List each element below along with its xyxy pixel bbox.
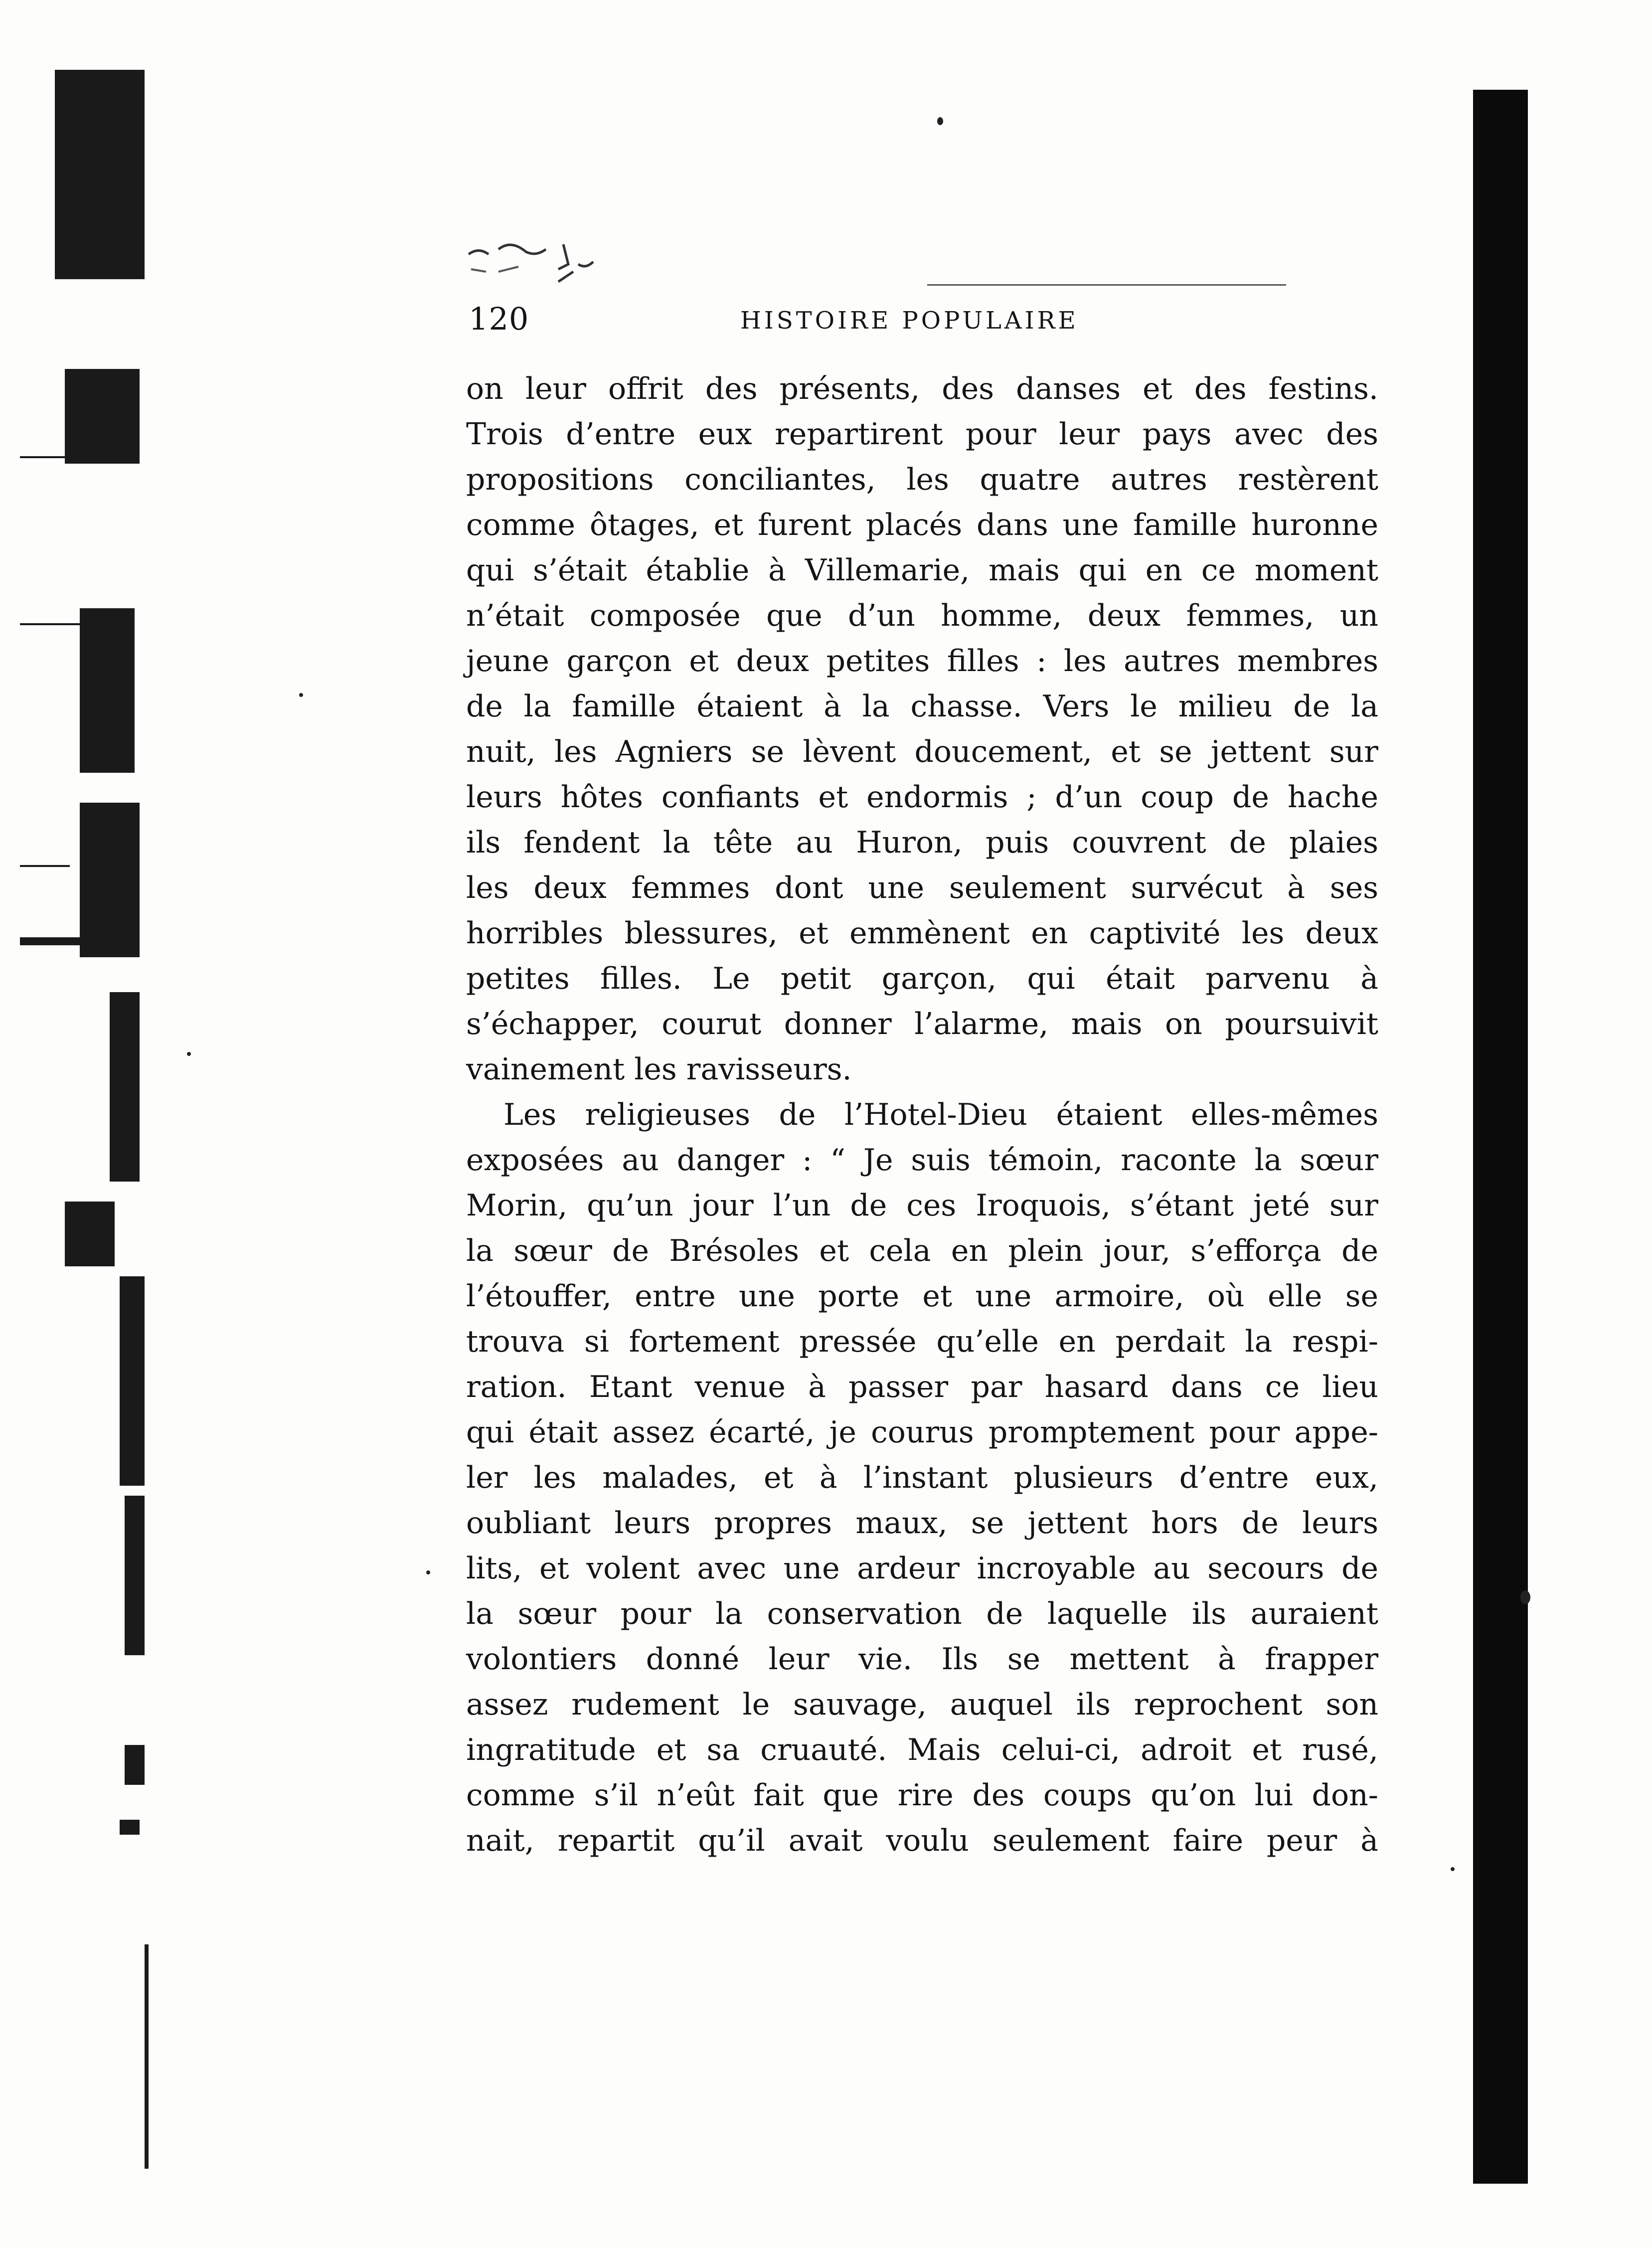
text-line: ingratitude et sa cruauté. Mais celui-ci, adroit et rusé, [466,1732,1378,1767]
text-line: propositions conciliantes, les quatre autres restèrent [466,462,1378,497]
text-line: Les religieuses de l’Hotel-Dieu étaient elles-mêmes [503,1097,1378,1132]
running-title: HISTOIRE POPULAIRE [740,307,1079,335]
scan-speck [299,693,303,697]
text-line: ils fendent la tête au Huron, puis couvrent de plaies [466,825,1378,860]
header-rule [927,284,1286,286]
scan-speck [187,1052,191,1056]
text-line: la sœur de Brésoles et cela en plein jour, s’efforça de [466,1233,1378,1268]
scan-speck [1520,1590,1530,1604]
text-line: la sœur pour la conservation de laquelle ils auraient [466,1596,1378,1631]
text-line: les deux femmes dont une seulement survécut à ses [466,870,1378,905]
text-line: petites filles. Le petit garçon, qui était parvenu à [466,961,1378,996]
page-number: 120 [469,301,529,337]
text-line: qui s’était établie à Villemarie, mais qui en ce moment [466,553,1378,588]
scan-speck [1451,1867,1455,1871]
scan-speck [937,117,943,125]
text-line: nait, repartit qu’il avait voulu seulement faire peur à [466,1823,1378,1858]
text-line: l’étouffer, entre une porte et une armoire, où elle se [466,1279,1378,1314]
text-line: on leur offrit des présents, des danses et des festins. [466,371,1378,406]
text-line: comme ôtages, et furent placés dans une famille huronne [466,508,1378,542]
text-line: de la famille étaient à la chasse. Vers le milieu de la [466,689,1378,724]
text-line: ration. Etant venue à passer par hasard dans ce lieu [466,1370,1378,1404]
text-line: jeune garçon et deux petites filles : les autres membres [466,644,1378,679]
text-line: trouva si fortement pressée qu’elle en perdait la respi- [466,1324,1378,1359]
text-line: leurs hôtes confiants et endormis ; d’un coup de hache [466,780,1378,815]
text-line: assez rudement le sauvage, auquel ils reprochent son [466,1687,1378,1722]
header-ink-marks [464,234,688,299]
text-line: ler les malades, et à l’instant plusieurs d’entre eux, [466,1460,1378,1495]
body-text [466,366,1378,1864]
text-line: nuit, les Agniers se lèvent doucement, et se jettent sur [466,734,1378,769]
text-line: vainement les ravisseurs. [466,1052,852,1087]
scan-edge-shadow [1473,90,1528,2184]
running-head [469,299,1396,339]
scan-speck [426,1570,430,1574]
text-line: qui était assez écarté, je courus promptement pour appe- [466,1415,1378,1450]
text-line: Trois d’entre eux repartirent pour leur pays avec des [466,417,1378,452]
text-line: exposées au danger : “ Je suis témoin, raconte la sœur [466,1143,1378,1178]
text-line: s’échapper, courut donner l’alarme, mais on poursuivit [466,1007,1378,1041]
binding-scan-noise [0,0,160,2247]
text-line: volontiers donné leur vie. Ils se mettent à frapper [466,1642,1378,1677]
paragraph [466,366,1378,1092]
text-line: Morin, qu’un jour l’un de ces Iroquois, s’étant jeté sur [466,1188,1378,1223]
text-line: n’était composée que d’un homme, deux femmes, un [466,598,1378,633]
text-line: oubliant leurs propres maux, se jettent hors de leurs [466,1506,1378,1541]
text-line: horribles blessures, et emmènent en captivité les deux [466,916,1378,951]
paragraph [466,1092,1378,1864]
text-line: comme s’il n’eût fait que rire des coups qu’on lui don- [466,1778,1378,1813]
text-line: lits, et volent avec une ardeur incroyable au secours de [466,1551,1378,1586]
